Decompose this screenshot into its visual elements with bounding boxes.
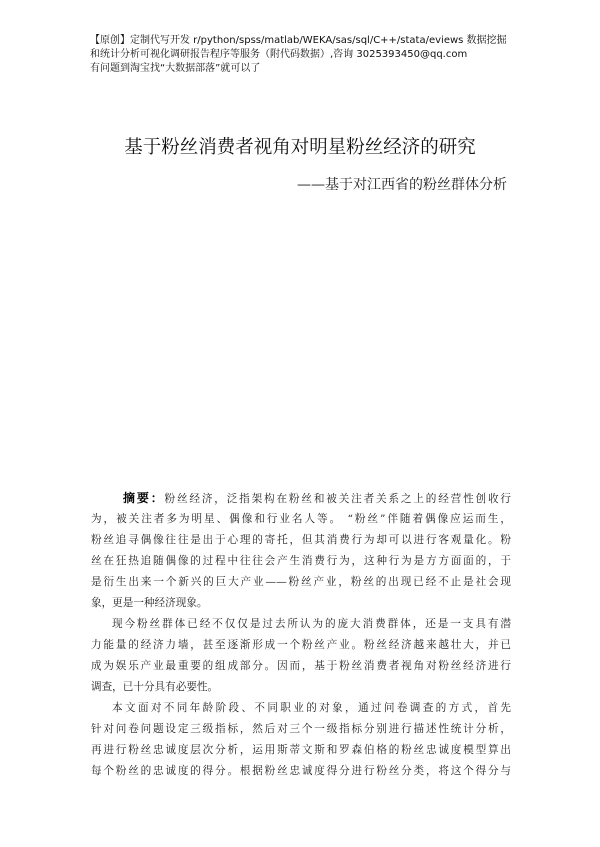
abstract-line: 丝在狂热追随偶像的过程中往往会产生消费行为，这种行为是方方面面的，于 [91,555,511,567]
abstract-line: 为，被关注者多为明星、偶像和行业名人等。 “粉丝”伴随着偶像应运而生， [91,513,511,525]
paragraph-3-line: 针对问卷问题设定三级指标，然后对三个一级指标分别进行描述性统计分析， [91,723,511,735]
abstract-line: 摘要：粉丝经济，泛指架构在粉丝和被关注者关系之上的经营性创收行 [123,491,511,505]
paragraph-3-line: 再进行粉丝忠诚度层次分析，运用斯蒂文斯和罗森伯格的粉丝忠诚度模型算出 [91,744,511,756]
document-title: 基于粉丝消费者视角对明星粉丝经济的研究 [124,137,476,158]
advertisement-header [90,34,530,76]
document-subtitle: ——基于对江西省的粉丝群体分析 [297,177,507,193]
paragraph-3-line: 本文面对不同年龄阶段、不同职业的对象，通过问卷调查的方式，首先 [112,702,511,714]
paragraph-2-line: 成为娱乐产业最重要的组成部分。因而，基于粉丝消费者视角对粉丝经济进行 [91,660,511,672]
header-line-2: 和统计分析可视化调研报告程序等服务（附代码数据）,咨询 3025393450@qq.com [90,49,468,60]
paragraph-2-line: 力能量的经济力墙，甚至逐渐形成一个粉丝产业。粉丝经济越来越壮大，并已 [91,639,511,651]
document-body [91,488,511,782]
paragraph-2-line: 调查，已十分具有必要性。 [91,681,219,693]
paragraph-2-line: 现今粉丝群体已经不仅仅是过去所认为的庞大消费群体，还是一支具有潜 [112,618,511,630]
abstract-line: 粉丝追寻偶像往往是出于心理的寄托，但其消费行为却可以进行客观量化。粉 [91,534,511,546]
paragraph-3-line: 每个粉丝的忠诚度的得分。根据粉丝忠诚度得分进行粉丝分类，将这个得分与 [91,765,511,777]
abstract-line: 是衍生出来一个新兴的巨大产业——粉丝产业，粉丝的出现已经不止是社会现 [91,576,511,588]
abstract-label: 摘要： [123,491,165,505]
header-line-1: 【原创】定制代写开发 r/python/spss/matlab/WEKA/sas/sql/C++/stata/eviews 数据挖掘 [90,35,507,46]
header-line-3: 有问题到淘宝找“大数据部落”就可以了 [90,63,261,74]
abstract-line: 象，更是一种经济现象。 [91,597,208,609]
